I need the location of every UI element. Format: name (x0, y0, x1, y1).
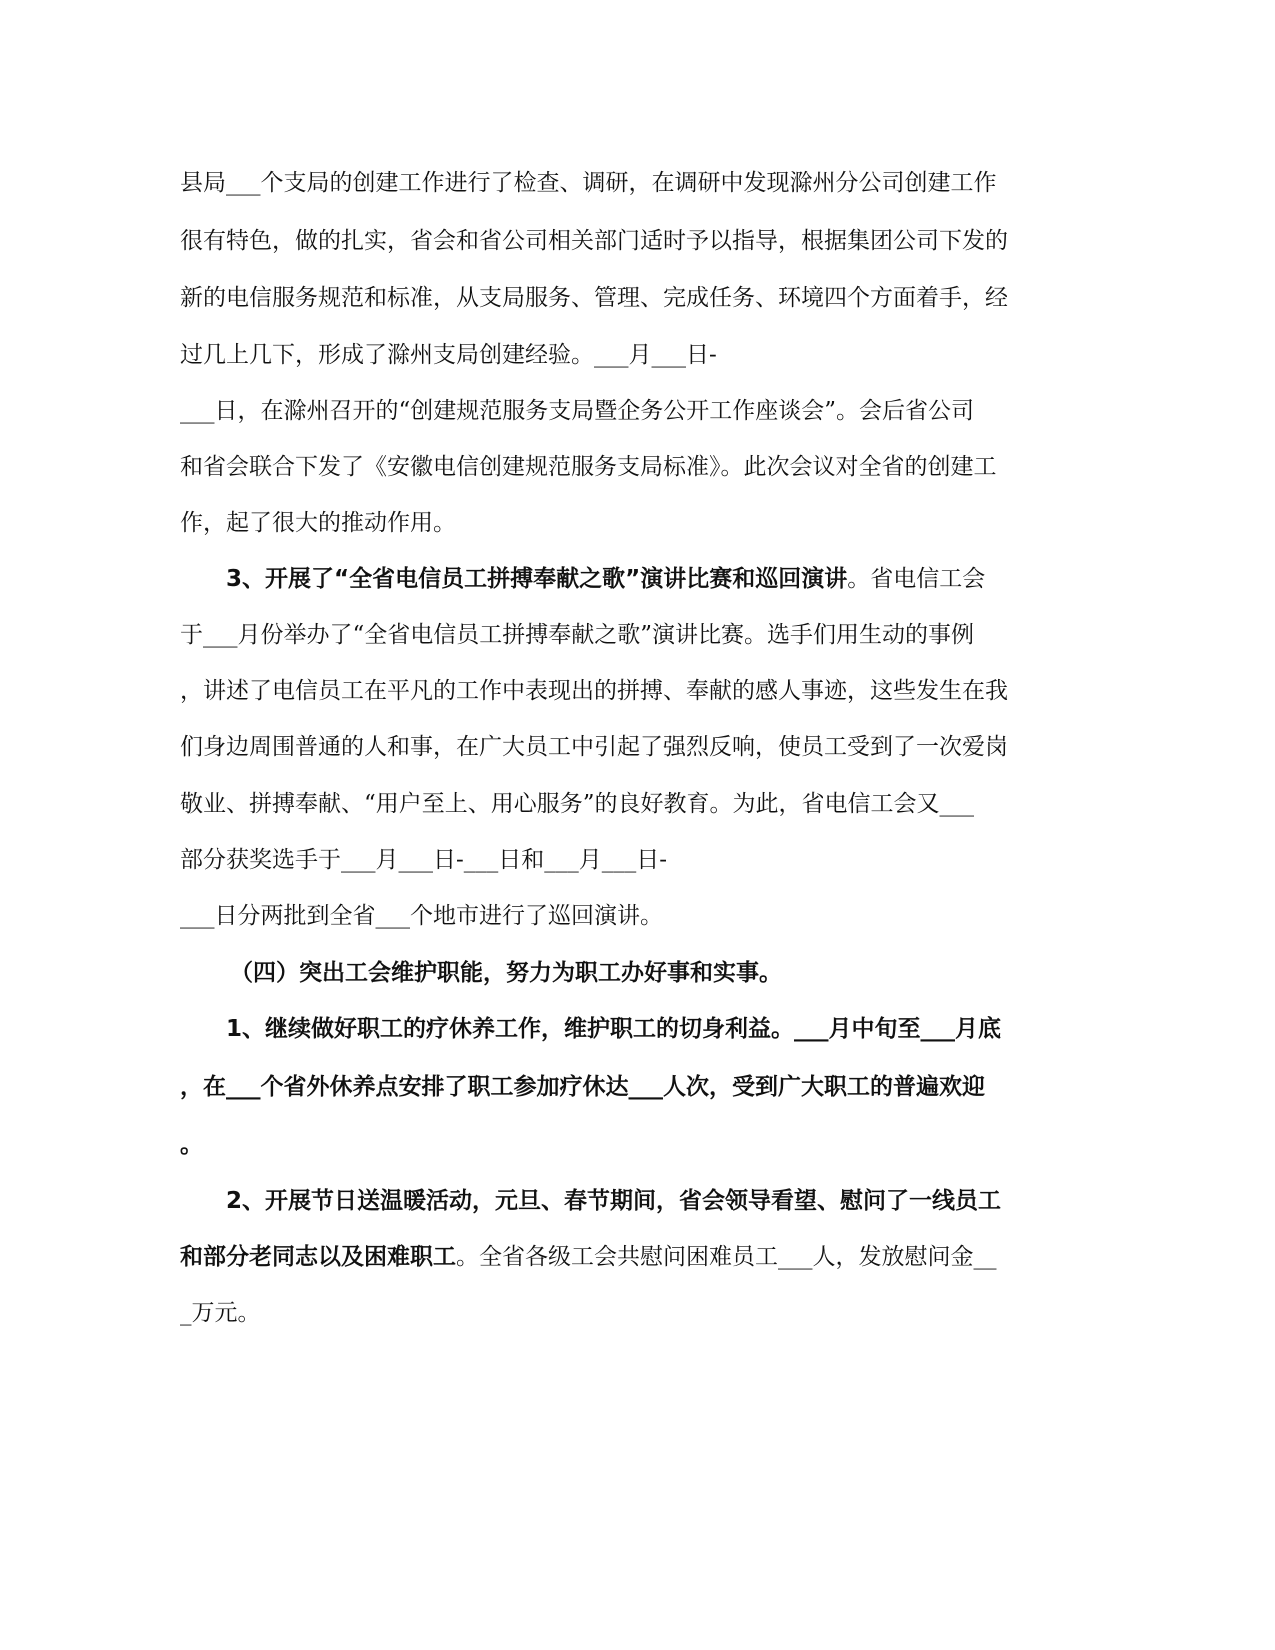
item-2-last-line: _万元。 (180, 1300, 261, 1326)
paragraph-3-heading: 3、开展了“全省电信员工拼搏奉献之歌”演讲比赛和巡回演讲 (226, 566, 848, 592)
body-line: ___日分两批到全省___个地市进行了巡回演讲。 (180, 903, 663, 929)
item-2-rest: 。全省各级工会共慰问困难员工___人，发放慰问金__ (456, 1244, 997, 1270)
item-1-line: ，在___个省外休养点安排了职工参加疗休达___人次，受到广大职工的普遍欢迎 (180, 1074, 985, 1100)
item-2-line-mixed (180, 1242, 997, 1272)
body-line: 和省会联合下发了《安徽电信创建规范服务支局标准》。此次会议对全省的创建工 (180, 454, 997, 480)
body-line: 作，起了很大的推动作用。 (180, 510, 456, 536)
body-line: 们身边周围普通的人和事，在广大员工中引起了强烈反响，使员工受到了一次爱岗 (180, 734, 1008, 760)
paragraph-3-first-line-rest: 。省电信工会 (847, 566, 986, 592)
item-1-line: 。 (180, 1132, 203, 1158)
item-2-bold-tail: 和部分老同志以及困难职工 (180, 1244, 456, 1270)
body-line: ，讲述了电信员工在平凡的工作中表现出的拼搏、奉献的感人事迹，这些发生在我 (180, 678, 1008, 704)
item-1-line: 1、继续做好职工的疗休养工作，维护职工的切身利益。___月中旬至___月底 (226, 1016, 1002, 1042)
body-line: 县局___个支局的创建工作进行了检查、调研，在调研中发现滁州分公司创建工作 (180, 170, 997, 196)
body-line: ___日，在滁州召开的“创建规范服务支局暨企务公开工作座谈会”。会后省公司 (180, 398, 975, 424)
body-line: 新的电信服务规范和标准，从支局服务、管理、完成任务、环境四个方面着手，经 (180, 285, 1008, 311)
section-4-heading: （四）突出工会维护职能，努力为职工办好事和实事。 (230, 960, 782, 986)
body-line: 部分获奖选手于___月___日-___日和___月___日- (180, 847, 668, 873)
body-line: 很有特色，做的扎实，省会和省公司相关部门适时予以指导，根据集团公司下发的 (180, 228, 1008, 254)
body-line: 过几上几下，形成了滁州支局创建经验。___月___日- (180, 342, 717, 368)
item-2-line: 2、开展节日送温暖活动，元旦、春节期间，省会领导看望、慰问了一线员工 (226, 1188, 1002, 1214)
paragraph-3-first-line (226, 564, 985, 594)
body-line: 于___月份举办了“全省电信员工拼搏奉献之歌”演讲比赛。选手们用生动的事例 (180, 622, 975, 648)
body-line: 敬业、拼搏奉献、“用户至上、用心服务”的良好教育。为此，省电信工会又___ (180, 791, 975, 817)
